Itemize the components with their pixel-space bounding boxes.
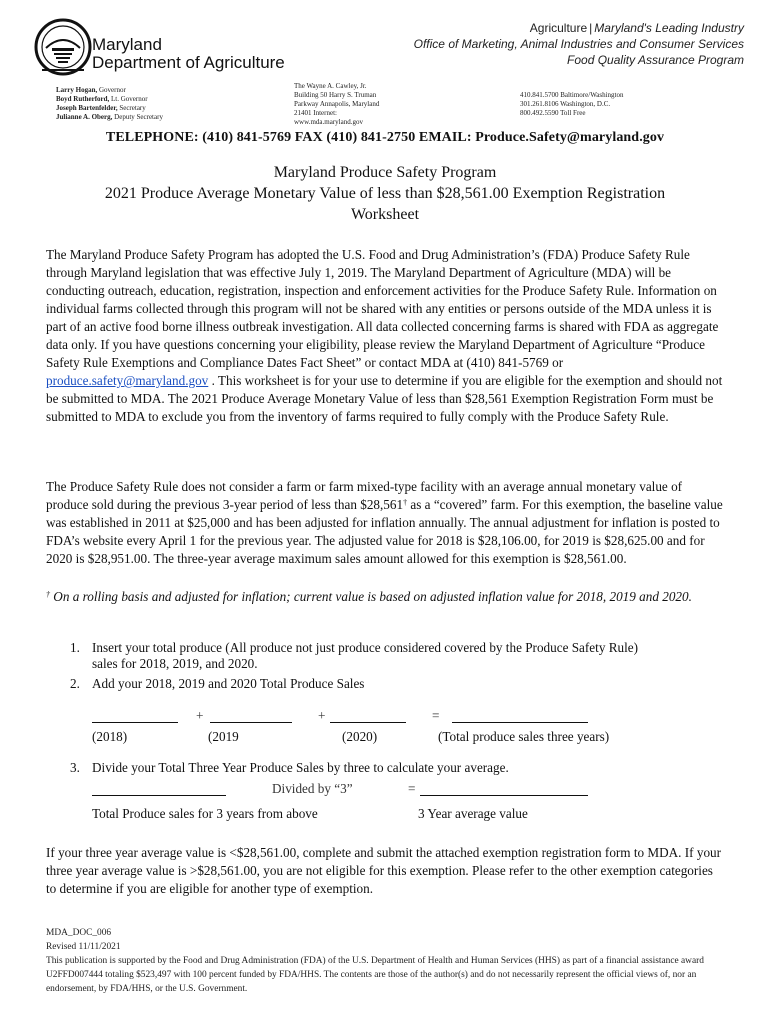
label-2018: (2018) xyxy=(92,729,128,744)
revision-date: Revised 11/11/2021 xyxy=(46,942,121,952)
label-total: (Total produce sales three years) xyxy=(438,729,610,744)
equals-sign: = xyxy=(432,708,440,723)
official-line: Larry Hogan, Governor xyxy=(56,86,126,94)
office-name: Office of Marketing, Animal Industries and Consumer Services xyxy=(413,37,744,51)
logo-wordmark xyxy=(92,36,285,72)
intro-paragraph: The Maryland Produce Safety Program has adopted the U.S. Food and Drug Administration’s (FDA) Produce Safety Rule through Maryland legislation that was effective July 1, 2019. The Maryland Department of Agriculture (MDA) will be conducting outreach, education, registration, inspection and enforcement activities for the Produce Safety Rule. Information on individual farms collected through this program will not be shared with any entities or persons outside of the MDA unless it is part of an active food borne illness outbreak investigation. All data collected concerning farms is shared with FDA as aggregate data only. If you have questions concerning your eligibility, please review the Maryland Department of Agriculture “Produce Safety Rule Exemptions and Compliance Dates Fact Sheet” or contact MDA at (410) 841-5769 or produce.safety@maryland.gov . This worksheet is for your use to determine if you are eligible for the exemption and should not be submitted to MDA. The 2021 Produce Average Monetary Value of less than $28,561 Exemption Registration Form must be submitted to MDA to exclude you from the inventory of farms required to fully comply with the Produce Safety Rule. xyxy=(46,247,723,424)
phone-line: 800.492.5590 Toll Free xyxy=(520,109,586,117)
official-line: Julianne A. Oberg, Deputy Secretary xyxy=(56,113,163,121)
divided-by-text: Divided by “3” xyxy=(272,781,353,796)
address-line: Parkway Annapolis, Maryland xyxy=(294,100,380,108)
document-id: MDA_DOC_006 xyxy=(46,928,112,938)
website-line: www.mda.maryland.gov xyxy=(294,118,363,126)
plus-sign: + xyxy=(196,708,204,723)
label-average-value: 3 Year average value xyxy=(418,806,528,821)
agency-prefix: Agriculture xyxy=(529,21,588,35)
phone-line: 410.841.5700 Baltimore/Washington xyxy=(520,91,624,99)
plus-sign: + xyxy=(318,708,326,723)
official-line: Boyd Rutherford, Lt. Governor xyxy=(56,95,148,103)
funding-disclaimer: This publication is supported by the Food and Drug Administration (FDA) of the U.S. Department of Health and Human Services (HHS) as part of a financial assistance award U2FFD007444 totaling $523,497 with 100 percent funded by FDA/HHS. The contents are those of the author(s) and do not necessarily represent the official views of, nor an endorsement, by FDA/HHS, or the U.S. Government. xyxy=(46,956,704,994)
sales-2020-field[interactable] xyxy=(330,711,406,723)
title-line-3: Worksheet xyxy=(350,206,420,223)
eligibility-paragraph: If your three year average value is <$28,561.00, complete and submit the attached exemption registration form to MDA. If your three year average value is >$28,561.00, you are not eligible for this exemption. Please refer to the other exemption categories to determine if you are eligible for another type of exemption. xyxy=(46,845,722,896)
step-2: 2. Add your 2018, 2019 and 2020 Total Produce Sales xyxy=(70,676,365,691)
step-3: 3. Divide your Total Three Year Produce Sales by three to calculate your average. xyxy=(70,760,509,775)
address-block xyxy=(294,82,379,127)
title-line-2: 2021 Produce Average Monetary Value of less than $28,561.00 Exemption Registration xyxy=(104,185,666,202)
sales-2018-field[interactable] xyxy=(92,711,178,723)
office-header xyxy=(414,20,744,68)
footnote: † On a rolling basis and adjusted for inflation; current value is based on adjusted inflation value for 2018, 2019 and 2020. xyxy=(46,589,692,604)
email-link[interactable]: produce.safety@maryland.gov xyxy=(46,373,209,388)
label-2020: (2020) xyxy=(342,729,378,744)
logo-line-maryland: Maryland xyxy=(92,35,162,54)
address-line: Building 50 Harry S. Truman xyxy=(294,91,377,99)
label-2019: (2019 xyxy=(208,729,239,744)
average-value-field[interactable] xyxy=(420,784,588,796)
total-sales-field[interactable] xyxy=(452,711,588,723)
program-name: Food Quality Assurance Program xyxy=(567,53,744,67)
agency-tagline: Maryland's Leading Industry xyxy=(594,21,744,35)
agency-tagline-line: Agriculture | Maryland's Leading Industry xyxy=(529,21,744,35)
sales-2019-field[interactable] xyxy=(210,711,292,723)
letterhead xyxy=(0,0,770,130)
label-three-year-total: Total Produce sales for 3 years from above xyxy=(92,806,318,821)
contact-line: TELEPHONE: (410) 841-5769 FAX (410) 841-2750 EMAIL: Produce.Safety@maryland.gov xyxy=(105,130,665,145)
step-1: 1. Insert your total produce (All produce not just produce considered covered by the Produce Safety Rule) sales for 2018, 2019, and 2020. xyxy=(70,640,639,671)
rule-paragraph: The Produce Safety Rule does not consider a farm or farm mixed-type facility with an average annual monetary value of produce sold during the previous 3-year period of less than $28,561† as a “covered” farm. For this exemption, the baseline value was established in 2011 at $25,000 and has been adjusted for inflation annually. The annual adjustment for inflation is posted to FDA’s website every April 1 for the previous year. The adjusted value for 2018 is $28,106.00, for 2019 is $28,625.00 and for 2020 is $28,951.00. The three-year average maximum sales amount allowed for this exemption is $28,561.00. xyxy=(46,479,723,566)
address-line: The Wayne A. Cawley, Jr. xyxy=(294,82,367,90)
phone-block xyxy=(520,91,623,118)
equals-sign: = xyxy=(408,781,416,796)
officials-list xyxy=(56,86,163,122)
address-line: 21401 Internet: xyxy=(294,109,337,117)
logo-line-department: Department of Agriculture xyxy=(92,53,285,72)
document-footer xyxy=(46,926,736,996)
phone-line: 301.261.8106 Washington, D.C. xyxy=(520,100,611,108)
dagger-mark: † xyxy=(403,498,408,507)
document-title xyxy=(40,162,730,225)
title-line-1: Maryland Produce Safety Program xyxy=(273,164,497,181)
maryland-seal-icon xyxy=(34,18,92,76)
official-line: Joseph Bartenfelder, Secretary xyxy=(56,104,146,112)
three-year-total-field[interactable] xyxy=(92,784,226,796)
